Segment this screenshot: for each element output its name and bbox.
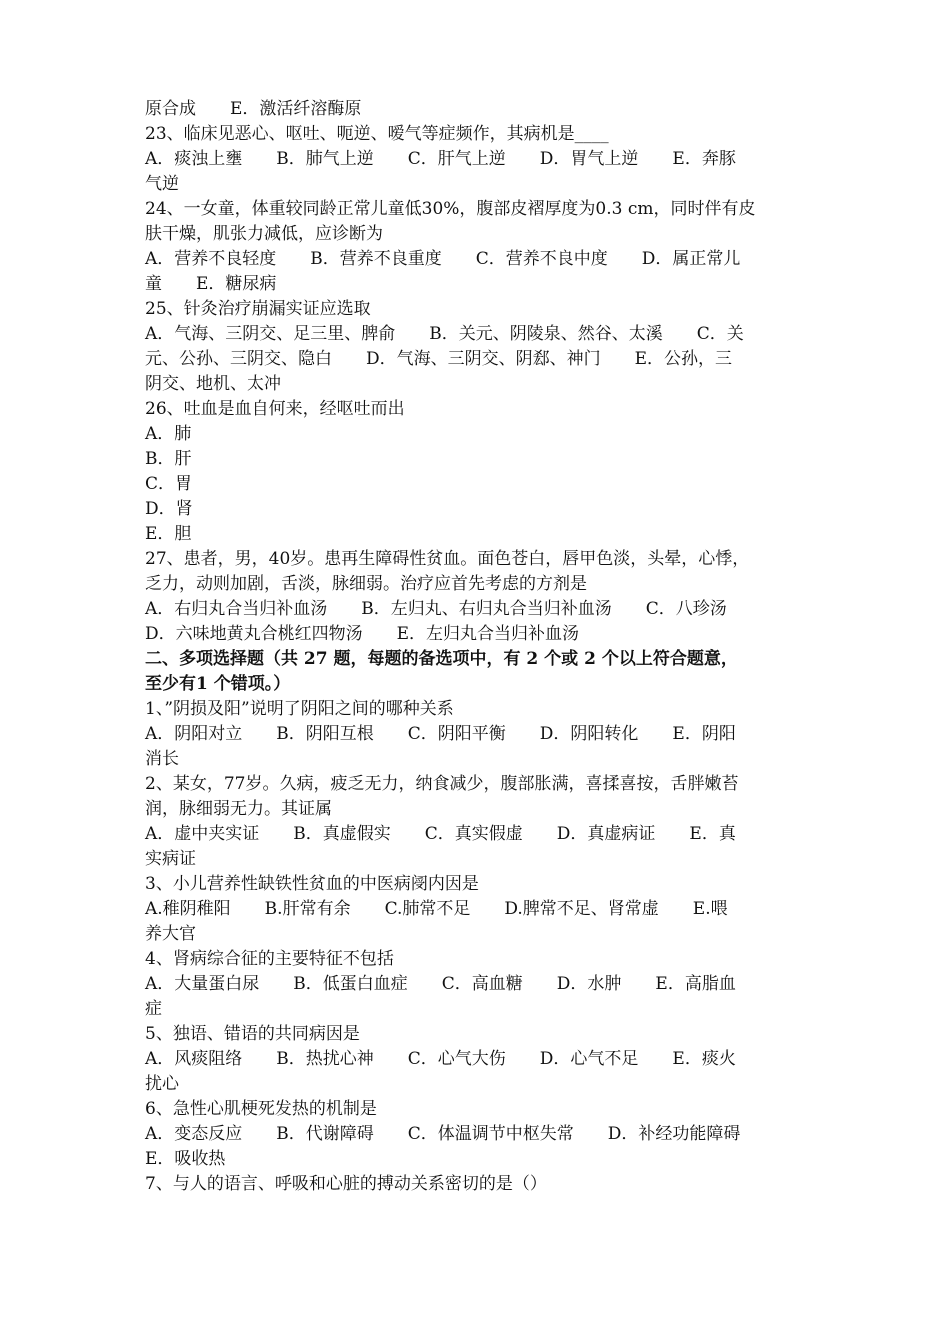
text-line: B．肝 [145, 449, 192, 469]
text-line: D．肾 [145, 499, 193, 519]
text-line: 6、急性心肌梗死发热的机制是 [145, 1099, 377, 1119]
text-line: 肤干燥，肌张力减低，应诊断为 [145, 224, 383, 244]
text-line: D．六味地黄丸合桃红四物汤 E．左归丸合当归补血汤 [145, 624, 580, 644]
text-line: A．右归丸合当归补血汤 B．左归丸、右归丸合当归补血汤 C．八珍汤 [145, 599, 727, 619]
text-line: 25、针灸治疗崩漏实证应选取 [145, 299, 371, 319]
text-line: 2、某女，77岁。久病，疲乏无力，纳食减少，腹部胀满，喜揉喜按，舌胖嫩苔 [145, 774, 739, 794]
text-line: 27、患者，男，40岁。患再生障碍性贫血。面色苍白，唇甲色淡，头晕，心悸， [145, 549, 750, 569]
text-line: E．胆 [145, 524, 192, 544]
text-line: 养大官 [145, 924, 196, 944]
text-line: 7、与人的语言、呼吸和心脏的搏动关系密切的是（） [145, 1174, 547, 1194]
text-line: 24、一女童，体重较同龄正常儿童低30%，腹部皮褶厚度为0.3 cm，同时伴有皮 [145, 199, 756, 219]
text-line: A．营养不良轻度 B．营养不良重度 C．营养不良中度 D．属正常儿 [145, 249, 741, 269]
text-line: 至少有1 个错项。） [145, 674, 291, 694]
text-line: 气逆 [145, 174, 179, 194]
text-line: 实病证 [145, 849, 196, 869]
text-line: 童 E．糖尿病 [145, 274, 277, 294]
text-line: 原合成 E．激活纤溶酶原 [145, 99, 362, 119]
text-line: 扰心 [145, 1074, 179, 1094]
document-page [145, 97, 809, 1197]
text-line: A．大量蛋白尿 B．低蛋白血症 C．高血糖 D．水肿 E．高脂血 [145, 974, 736, 994]
text-line: A．虚中夹实证 B．真虚假实 C．真实假虚 D．真虚病证 E．真 [145, 824, 736, 844]
text-line: A．肺 [145, 424, 192, 444]
text-line: 5、独语、错语的共同病因是 [145, 1024, 360, 1044]
text-line: A．痰浊上壅 B．肺气上逆 C．肝气上逆 D．胃气上逆 E．奔豚 [145, 149, 736, 169]
text-line: A．气海、三阴交、足三里、脾俞 B．关元、阴陵泉、然谷、太溪 C．关 [145, 324, 744, 344]
text-line: 26、吐血是血自何来，经呕吐而出 [145, 399, 405, 419]
text-line: 23、临床见恶心、呕吐、呃逆、嗳气等症频作，其病机是____ [145, 124, 609, 144]
text-line: 阴交、地机、太冲 [145, 374, 281, 394]
text-line: A．阴阳对立 B．阴阳互根 C．阴阳平衡 D．阴阳转化 E．阴阳 [145, 724, 736, 744]
text-line: A.稚阴稚阳 B.肝常有余 C.肺常不足 D.脾常不足、肾常虚 E.喂 [145, 899, 728, 919]
text-line: 症 [145, 999, 162, 1019]
text-line: E．吸收热 [145, 1149, 226, 1169]
text-line: A．变态反应 B．代谢障碍 C．体温调节中枢失常 D．补经功能障碍 [145, 1124, 741, 1144]
text-line: 3、小儿营养性缺铁性贫血的中医病阌内因是 [145, 874, 479, 894]
text-line: 润，脉细弱无力。其证属 [145, 799, 332, 819]
text-line: 乏力，动则加剧，舌淡，脉细弱。治疗应首先考虑的方剂是 [145, 574, 587, 594]
text-line: 1、”阴损及阳”说明了阴阳之间的哪种关系 [145, 699, 454, 719]
text-line: 二、多项选择题（共 27 题，每题的备选项中，有 2 个或 2 个以上符合题意， [145, 649, 738, 669]
text-line: C．胃 [145, 474, 193, 494]
text-line: A．风痰阻络 B．热扰心神 C．心气大伤 D．心气不足 E．痰火 [145, 1049, 736, 1069]
text-line: 元、公孙、三阴交、隐白 D．气海、三阴交、阴郄、神门 E．公孙，三 [145, 349, 733, 369]
text-line: 消长 [145, 749, 179, 769]
text-line: 4、肾病综合征的主要特征不包括 [145, 949, 394, 969]
